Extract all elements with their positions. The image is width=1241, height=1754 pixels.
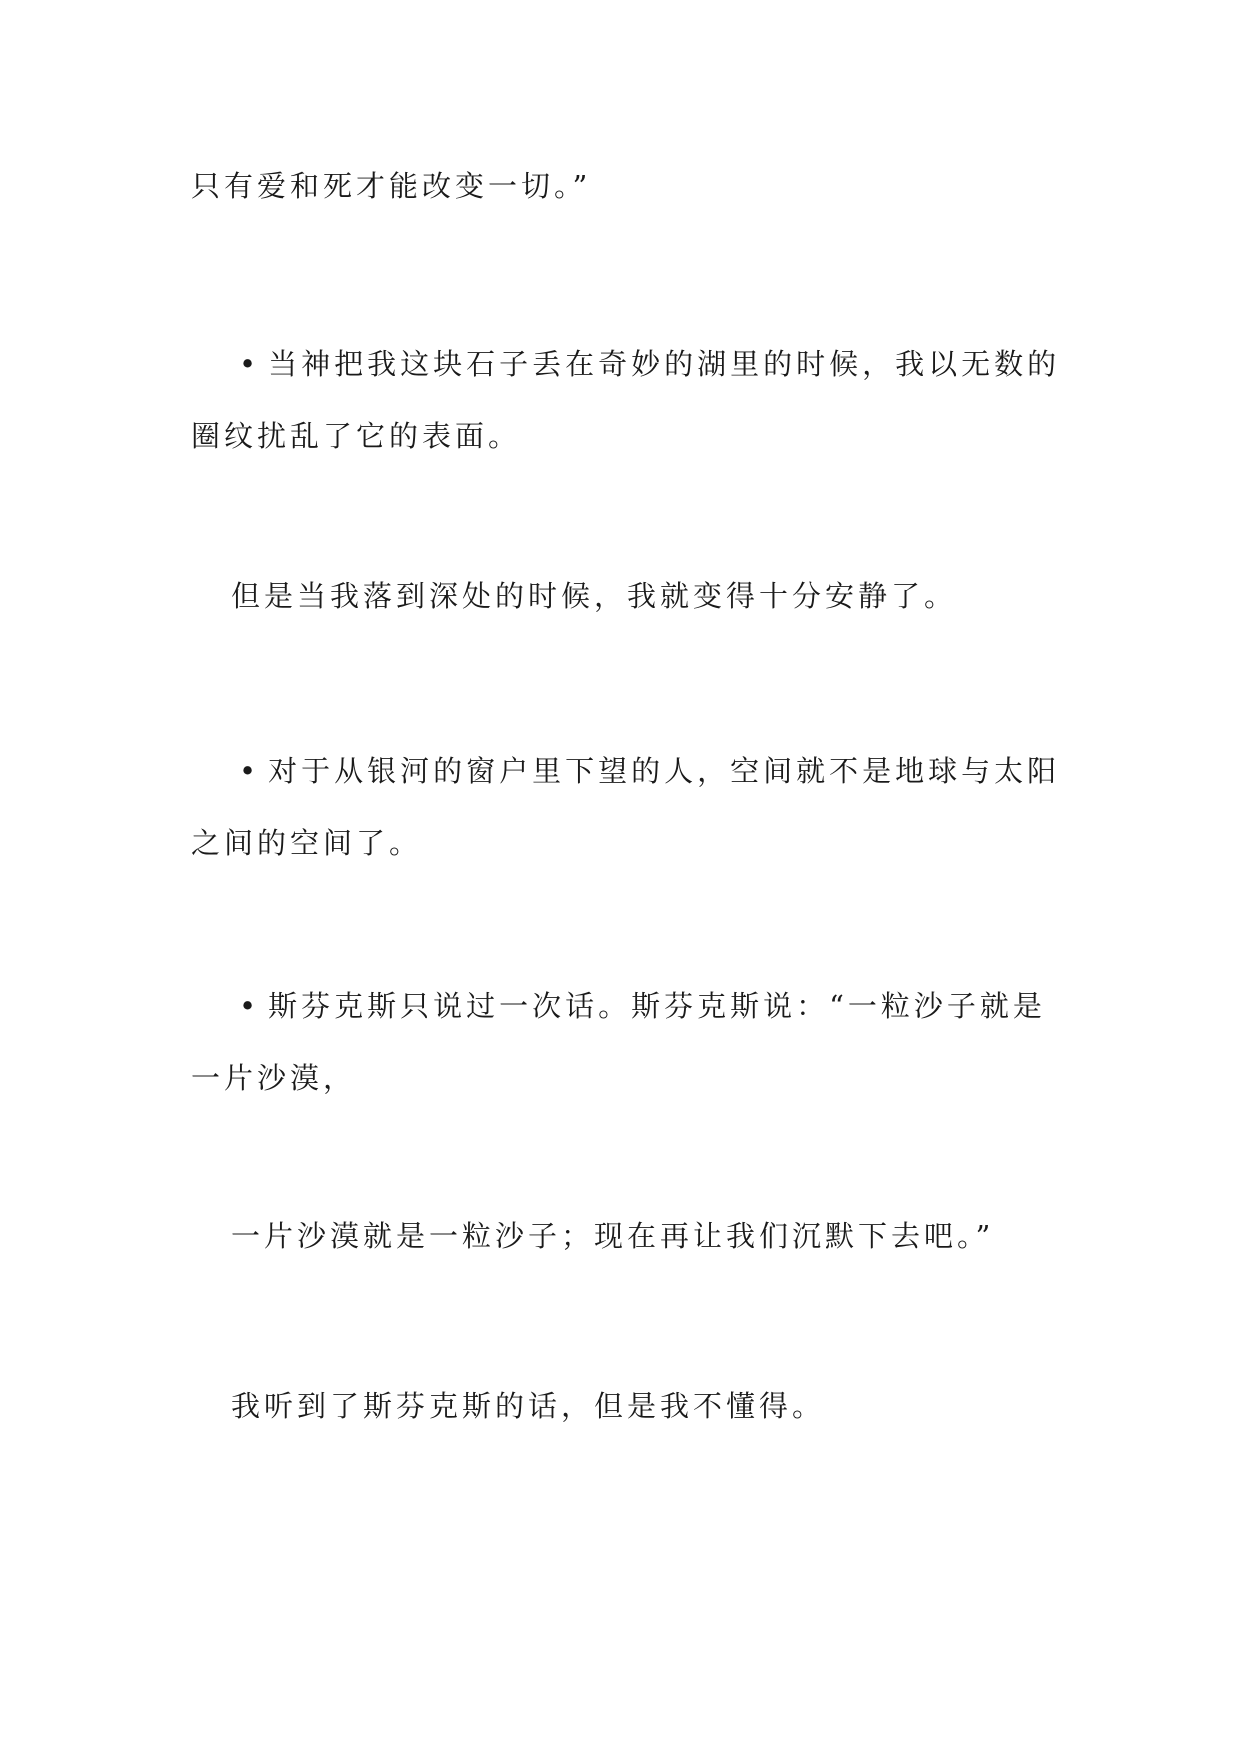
paragraph-line: [191, 328, 1061, 400]
bullet-icon: •: [239, 347, 261, 381]
paragraph-line: 一片沙漠就是一粒沙子；现在再让我们沉默下去吧。”: [231, 1219, 995, 1253]
paragraph-5-bulleted: [191, 970, 1053, 1114]
paragraph-2-bulleted: [191, 328, 1061, 472]
bullet-icon: •: [239, 754, 261, 788]
paragraph-7: [191, 1370, 1053, 1442]
paragraph-1: [191, 150, 1053, 222]
bullet-icon: •: [239, 989, 261, 1023]
paragraph-line: 一片沙漠，: [191, 1061, 357, 1095]
paragraph-6: [191, 1200, 1053, 1272]
paragraph-line: 只有爱和死才能改变一切。”: [191, 169, 592, 203]
paragraph-line-text: 对于从银河的窗户里下望的人，空间就不是地球与太阳: [268, 754, 1061, 788]
paragraph-line: 之间的空间了。: [191, 826, 423, 860]
paragraph-4-bulleted: [191, 735, 1061, 879]
paragraph-line: [191, 735, 1061, 807]
paragraph-line: [191, 970, 1053, 1042]
paragraph-line-text: 当神把我这块石子丢在奇妙的湖里的时候，我以无数的: [268, 347, 1061, 381]
paragraph-3: [191, 560, 1053, 632]
paragraph-line: 我听到了斯芬克斯的话，但是我不懂得。: [231, 1389, 826, 1423]
paragraph-line: 圈纹扰乱了它的表面。: [191, 419, 522, 453]
paragraph-line-text: 斯芬克斯只说过一次话。斯芬克斯说：“一粒沙子就是: [268, 989, 1046, 1023]
paragraph-line: 但是当我落到深处的时候，我就变得十分安静了。: [231, 579, 958, 613]
